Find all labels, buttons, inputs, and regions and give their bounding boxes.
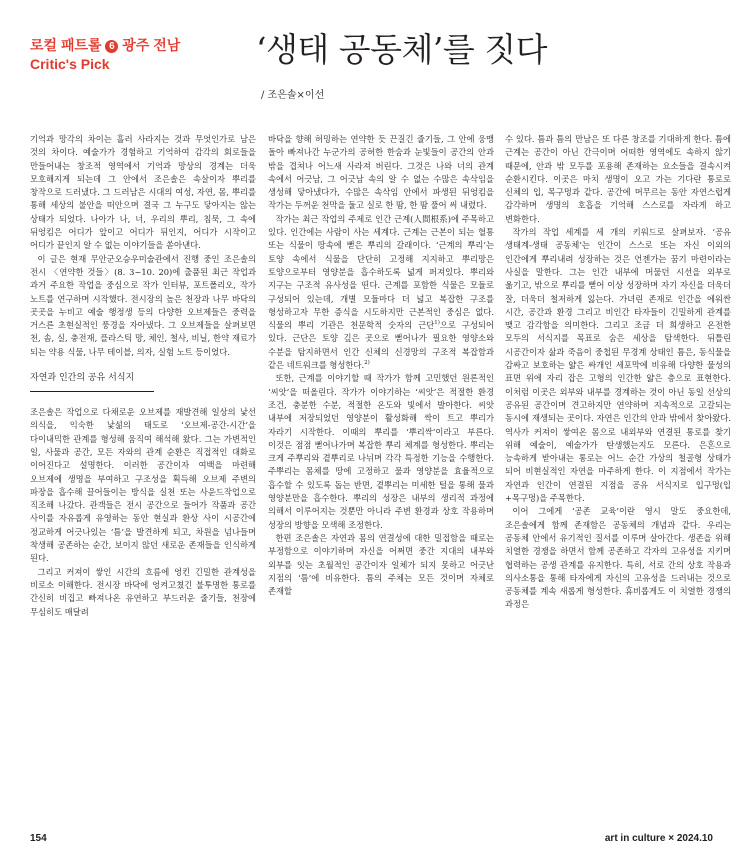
text-column-3 bbox=[505, 133, 731, 612]
body-paragraph: 그리고 커져이 쌓인 시간의 흐름에 엉킨 긴밀한 관계성을 비로소 이해한다. 전시장 바닥에 엉켜고쳤긴 불투명한 통로를 간신히 비집고 빠져나온 유연하고 부드러운 줄기들, 천장에 무심히도 매달려 bbox=[30, 566, 256, 617]
body-text: 으로 구성되어 있다. 근단은 토양 깊은 곳으로 뻗어나가 필요한 영양소와 수분을 탐지하면서 인간 신체의 신경망의 구조적 복잡함과 같은 네트워크를 형성한다. bbox=[268, 320, 494, 371]
critics-pick-label: Critic's Pick bbox=[30, 56, 110, 72]
section-subhead: 자연과 인간의 공유 서식지 bbox=[30, 372, 154, 392]
body-paragraph: 기억과 망각의 차이는 흘러 사라지는 것과 무엇인가로 남은 것의 차이다. 예술가가 경험하고 기억하여 감각의 회로들을 만들어내는 창조적 영역에서 기억과 망상의 경계는 더욱 모호해지게 되는데 그 안에서 조은솔은 속살이자 뿌리를 창작으로 드러냈다. 그 드러남은 시대의 여성, 자연, 몸, 뿌리를 통해 세상의 불안을 떠안으며 결국 그 누구도 닿아지는 않는 상태가 되었다. 나아가 나, 너, 우리의 뿌리, 침묵, 그 속에 뒤엉킴은 어디가 앞이고 어디가 뒤인지, 어디가 시작이고 어디가 끝인지 알 수 없는 이야기들을 쏟아낸다. bbox=[30, 134, 256, 251]
body-paragraph: 이어 그에게 ‘공존 교육’이란 영시 말도 중요한데, 조은솔에게 함께 존재함은 공동체의 개념과 같다. 우리는 공동체 안에서 유기적인 질서를 이루며 살아간다. 생존을 위해 치열한 경쟁을 하면서 함께 공존하고 각자의 고유성을 지키며 협력하는 공생 관계를 유지한다. 특히, 서로 간의 상호 작용과 의사소통을 통해 타자에게 자신의 고유성을 드러내는 것으로 공동체를 계속 새롭게 형성한다. 휴비롭게도 이 치열한 경쟁의 과정은 bbox=[505, 506, 731, 610]
text-column-2 bbox=[268, 133, 494, 598]
body-paragraph: 조은솔은 작업으로 다채로운 오브제를 재발견해 일상의 낯선 의식을, 익숙한 낯섦의 태도로 ‘오브제-공간-시간’을 다이내믹한 관계를 형성해 움직여 해석해 왔다. 그는 가변적인 일, 사물과 공간, 모든 자와의 관계 순환은 직접적인 대화로 이어진다고 설명한다. 이러한 공간이자 여백을 마련해 오브제에 생명을 부여하고 구조성을 획득해 오브제 주변의 파장을 흡수해 끌어들이는 방식을 실천 또는 사운드작업으로 직조해 나갔다. 관객들은 전시 공간으로 들어가 작품과 공간 사이를 자유롭게 유영하는 동안 현실과 환상 사이 시공간에 정교하게 어긋나있는 ‘틈’을 발견하게 되고, 차원을 넘나들며 착생해 공존하는 순간, 보이지 않던 새로운 존재들을 인식하게 된다. bbox=[30, 407, 256, 564]
series-number-badge: 6 bbox=[105, 40, 118, 53]
footnote-marker: 2) bbox=[364, 360, 370, 367]
body-paragraph: 한편 조은솔은 자연과 몸의 연결성에 대한 밀접함을 때로는 부정함으로 이야기하며 자신을 어쩌면 중간 지대의 내부와 외부를 잇는 초월적인 공간이자 일체가 되지 못하고 어긋난 지점의 ‘틈’에 비유한다. 틈의 주체는 모든 것이며 자체로 존재할 bbox=[268, 532, 494, 597]
text-column-1 bbox=[30, 133, 256, 619]
body-text: 작가는 최근 작업의 주제로 인간 근계(人間根系)에 주목하고 있다. 인간에는 사람이 사는 세계다. 근계는 근본이 되는 혈통 또는 식물이 땅속에 뻗은 뿌리의 갈래이다. ‘근계의 뿌리’는 토양 속에서 식물을 단단히 고정해 지지하고 뿌리망은 토양으로부터 영양분을 흡수하도록 넓게 퍼져있다. 뿌리와 지구는 구조적 유사성을 띤다. 근계를 포함한 식물은 모듈로 구성되어 있는데, 개별 모듈마다 더 넓고 복잡한 구조를 형성하고자 무한 증식을 시도하지만 근본적인 중심은 없다. 식물의 뿌리 기관은 천문학적 숫자의 근단 bbox=[268, 213, 494, 331]
body-paragraph: 바닥을 향해 허밍하는 연약한 듯 끈질긴 줄기들, 그 안에 웅맹 돌아 빠져나간 누군가의 공허한 한숨과 눈빛들이 공간의 안과 밖을 겹쳐나 어느새 사라져 버린다. 그것은 나와 너의 관계 속에서 어긋남, 그 어긋남 속의 알 수 없는 수많은 속삭임을 생성해 닿아냈다가, 수많은 속삭임 안에서 파생된 뒤엉킴을 작가는 두꺼운 천막을 둘고 실로 한 땀, 한 땀 풀어 써 내렸다. bbox=[268, 134, 494, 211]
magazine-footer: art in culture × 2024.10 bbox=[604, 833, 713, 844]
byline: / 조은솔×이선 bbox=[261, 90, 325, 101]
article-title: ‘생태 공동체’를 짓다 bbox=[256, 30, 547, 69]
body-paragraph: 수 있다. 틈과 틈의 만남은 또 다른 창조를 기대하게 한다. 틈에 근계는 공간이 아닌 간극이며 어떠한 영역에도 속하지 않기 때문에, 안과 밖 모두를 포용해 존재하는 요소들을 결속시켜 순환시킨다. 이곳은 마치 생명이 오고 가는 기다란 통로로 신체의 입, 목구멍과 같다. 공간에 머무르는 동안 자연스럽게 감각하며 생명의 호흡을 기억해 스스로를 자라게 하고 변화한다. bbox=[505, 134, 731, 224]
series-region: 광주 전남 bbox=[122, 37, 181, 53]
footnote-marker: 1) bbox=[434, 320, 440, 327]
body-paragraph: 작가의 작업 세계를 세 개의 키워드로 살펴보자. ‘공유 생태계-생태 공동체’는 인간이 스스로 또는 자신 이외의 인간에게 뿌리내려 성장하는 것은 언젠가는 꿈기 마련이라는 사실을 말한다. 그는 인간 내부에 머물던 시선을 외부로 옮기고, 밖으로 뿌리를 뻗어 이상 성장하며 자기 자신을 더욱더 잘, 더욱더 철저하게 잃는다. 가녀린 존재로 인간을 에워싼 시간, 공간과 환경 그리고 비인간 타자들이 긴밀하게 관계를 맺고 감각함을 의미한다. 그리고 조금 더 희생하고 온전한 모두의 서식지를 목표로 숨은 세상을 탐색한다. 뒤틀린 시공간이자 삶과 죽음이 중첩된 무경계 상태인 틈은, 동식물을 감싸고 보호하는 얇은 싸개인 세포막에 비유해 다양한 물성의 표면 위에 자리 잡은 고형의 인간한 얇은 층으로 표현한다. 이처럼 이곳은 외부와 내부를 경계하는 것이 아닌 동일 선상의 공유된 공간이며 견고하지만 연약하며 지속적으로 고갈되는 동시에 재생되는 곳이다. 자연은 인간의 안과 밖에서 찾아왔다. 역사가 커져이 쌓여온 몸으로 내외부와 연결된 통로를 찾기 위해 예술이, 예술가가 탄생했는지도 모른다. 은혼으로 능속하게 받아내는 통로는 어느 순간 가상의 철골형 상태가 되어 비현실적인 자연을 마주하게 한다. 이 지점에서 작가는 자연과 인간이 연결된 지점을 공유 서식지로 입구멍(입+목구멍)을 주목한다. bbox=[505, 227, 731, 504]
series-name: 로컬 패트롤 bbox=[30, 37, 102, 53]
body-paragraph bbox=[268, 213, 494, 373]
page-number: 154 bbox=[30, 833, 47, 844]
series-kicker bbox=[30, 37, 180, 53]
body-paragraph: 또한, 근계를 이야기할 때 작가가 함께 고민했던 원론적인 ‘씨앗’을 떠올린다. 작가가 이야기하는 ‘씨앗’은 적절한 환경 조건, 충분한 수분, 적절한 온도와 빛에서 발아한다. 씨앗 내부에 저장되었던 영양분이 활성화해 싹이 트고 뿌리가 자라기 시작한다. 이때의 뿌리를 ‘뿌리싹’이라고 부른다. 이것은 점점 뻗어나가며 복잡한 뿌리 체계를 형성한다. 뿌리는 크게 주뿌리와 곁뿌리로 나뉘며 각각 특정한 기능을 수행한다. 주뿌리는 몸체를 땅에 고정하고 물과 영양분을 효율적으로 흡수할 수 있도록 돕는 반면, 곁뿌리는 미세한 털을 통해 물과 영양분만을 흡수한다. 뿌리의 성장은 내부의 생리적 과정에 의해서 이루어지는 것뿐만 아니라 주변 환경과 상호 작용하며 성장의 방향을 모색해 조정한다. bbox=[268, 373, 494, 530]
body-paragraph: 이 글은 현재 무안군오승우미술관에서 진행 중인 조은솔의 전시 〈연약한 것들〉(8. 3~10. 20)에 출품된 최근 작업과 과거 주요한 작업을 중심으로 작가 인터뷰, 포트폴리오, 작가 노트를 연구하며 시작했다. 전시장의 높은 천장과 나무 바닥의 곳곳을 누비고 예술 행정생 등의 다양한 오브제들은 중력을 거스른 초현실적인 풍경을 자아냈다. 그 오브제들을 살펴보면 천, 솜, 실, 충전재, 플라스틱 망, 체인, 철사, 비닐, 한약 재료가 되는 약용 식물, 나무 테이블, 의자, 실험 노트 등이었다. bbox=[30, 253, 256, 357]
